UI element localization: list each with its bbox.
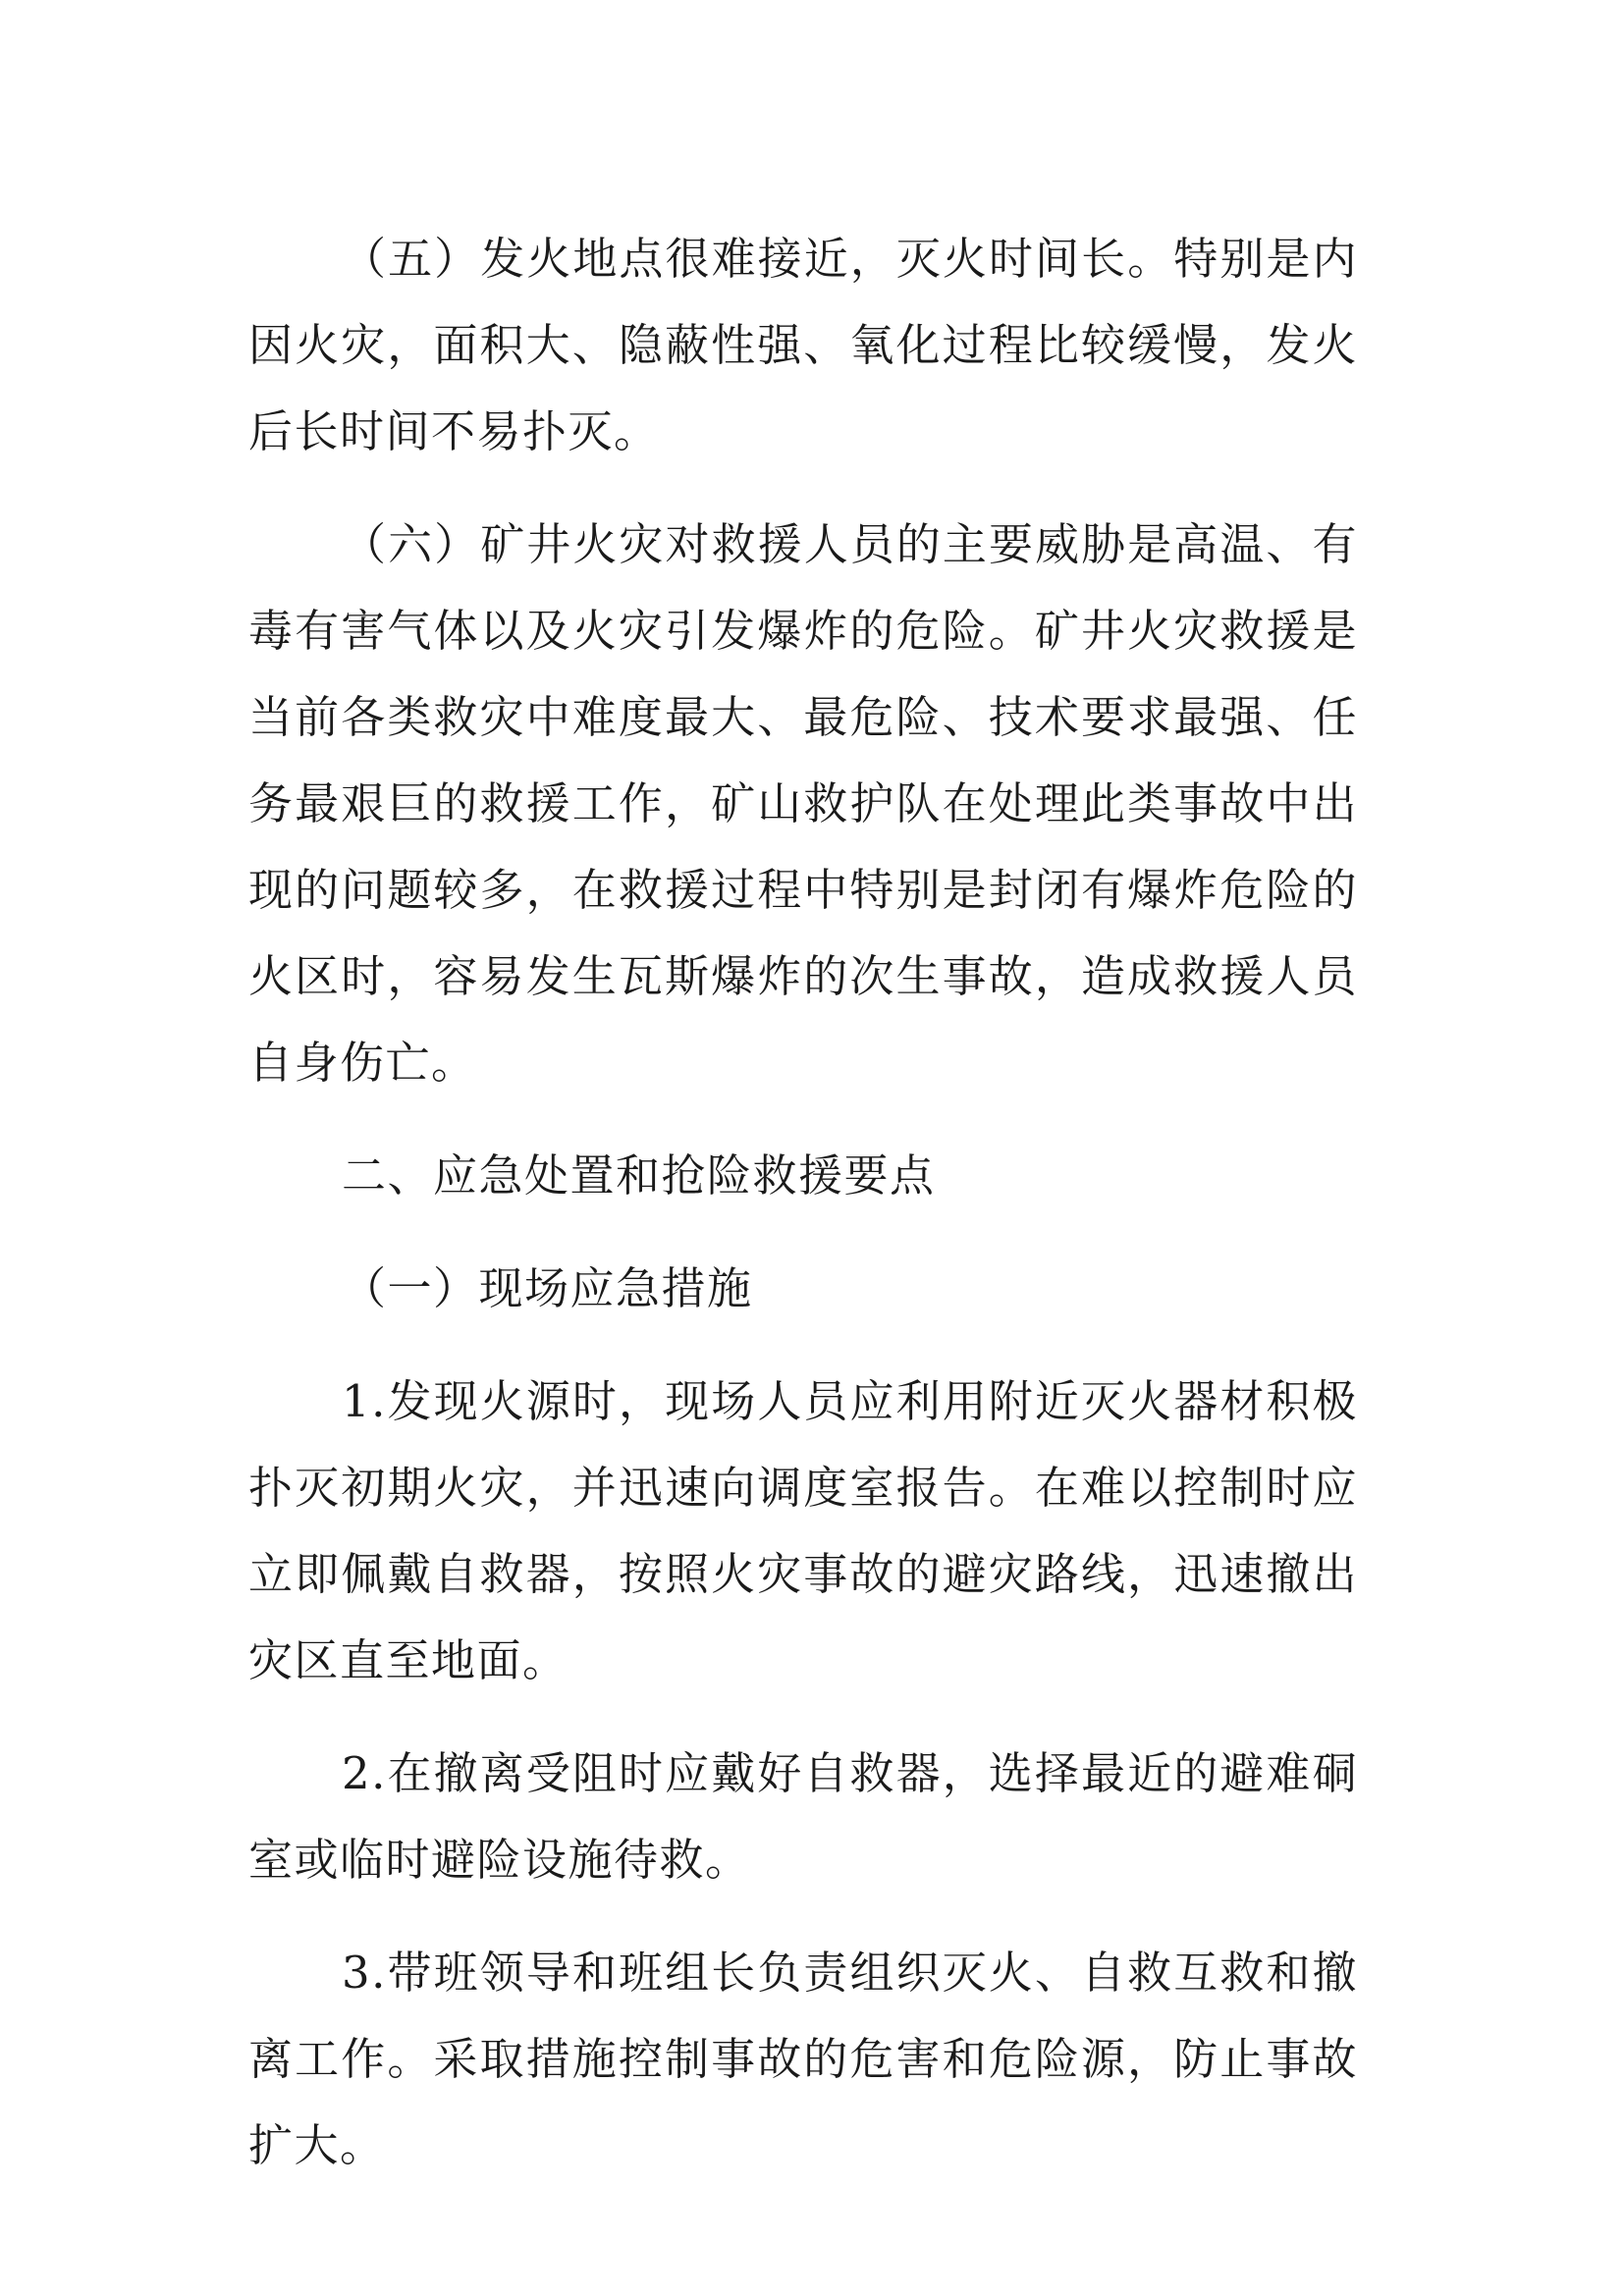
section-heading-emergency-response: 二、应急处置和抢险救援要点 (342, 1149, 936, 1201)
paragraph-5-ignition-hard-to-reach: （五）发火地点很难接近，灭火时间长。特别是内因火灾，面积大、隐蔽性强、氧化过程比较缓慢，发火后长时间不易扑灭。 (248, 233, 1358, 457)
document-body (248, 216, 1358, 2189)
list-item-1-discover-fire: 1.发现火源时，现场人员应利用附近灭火器材积极扑灭初期火灾，并迅速向调度室报告。在难以控制时应立即佩戴自救器，按照火灾事故的避灾路线，迅速撤出灾区直至地面。 (248, 1375, 1358, 1686)
list-item-3-leadership-responsibility: 3.带班领导和班组长负责组织灭火、自救互救和撤离工作。采取措施控制事故的危害和危险源，防止事故扩大。 (248, 1947, 1358, 2171)
list-item-2-evacuation-blocked: 2.在撤离受阻时应戴好自救器，选择最近的避难硐室或临时避险设施待救。 (248, 1747, 1358, 1886)
paragraph-6-rescue-threats: （六）矿井火灾对救援人员的主要威胁是高温、有毒有害气体以及火灾引发爆炸的危险。矿井火灾救援是当前各类救灾中难度最大、最危险、技术要求最强、任务最艰巨的救援工作，矿山救护队在处理此类事故中出现的问题较多，在救援过程中特别是封闭有爆炸危险的火区时，容易发生瓦斯爆炸的次生事故，造成救援人员自身伤亡。 (248, 518, 1358, 1089)
subsection-heading-onsite-measures: （一）现场应急措施 (342, 1262, 753, 1314)
